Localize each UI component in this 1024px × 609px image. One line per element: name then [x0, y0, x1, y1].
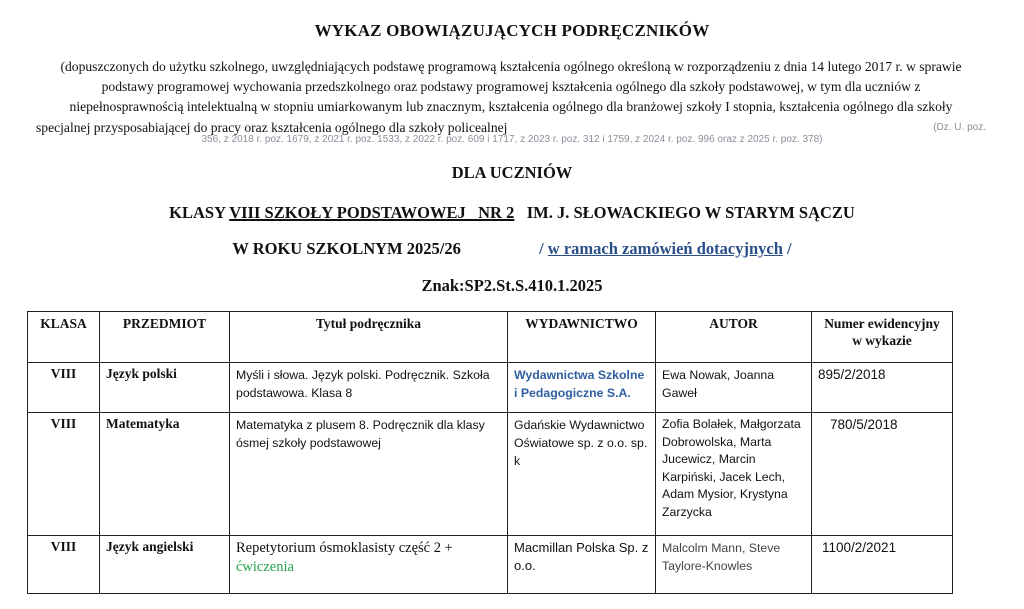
intro-line: podstawy programowej wychowania przedszkolnego oraz podstawy programowej kształcenia ogólnego dla szkoły podstawowej, w tym dla uczniów z	[101, 79, 921, 95]
header-tytul: Tytuł podręcznika	[230, 312, 508, 363]
cell-autor: Ewa Nowak, Joanna Gaweł	[656, 363, 812, 413]
table-row	[28, 536, 953, 594]
header-przedmiot: PRZEDMIOT	[100, 312, 230, 363]
header-wydawnictwo: WYDAWNICTWO	[508, 312, 656, 363]
header-numer: Numer ewidencyjny w wykazie	[812, 312, 953, 363]
cell-przedmiot: Język polski	[100, 363, 230, 413]
cell-przedmiot: Język angielski	[100, 536, 230, 594]
cell-numer: 895/2/2018	[812, 363, 953, 413]
cell-wydawnictwo: Wydawnictwa Szkolne i Pedagogiczne S.A.	[508, 363, 656, 413]
legal-reference-continuation: 356, z 2018 r. poz. 1679, z 2021 r. poz. 1533, z 2022 r. poz. 609 i 1717, z 2023 r. poz. 312 i 1759, z 2024 r. poz. 996 oraz z 2025 r. poz. 378)	[201, 134, 823, 145]
school-year-heading	[0, 239, 1024, 259]
intro-line: specjalnej przysposabiającej do pracy oraz kształcenia ogólnego dla szkoły policealnej	[36, 119, 508, 135]
document-title: WYKAZ OBOWIĄZUJĄCYCH PODRĘCZNIKÓW	[314, 21, 710, 40]
cell-klasa: VIII	[28, 413, 100, 536]
legal-reference-start: (Dz. U. poz.	[933, 121, 986, 133]
cell-tytul	[230, 536, 508, 594]
cell-klasa: VIII	[28, 536, 100, 594]
table-row	[28, 363, 953, 413]
slash-open: /	[539, 239, 544, 258]
school-year: W ROKU SZKOLNYM 2025/26	[232, 239, 461, 258]
cell-numer: 1100/2/2021	[812, 536, 953, 594]
cell-wydawnictwo: Gdańskie Wydawnictwo Oświatowe sp. z o.o. sp. k	[508, 413, 656, 536]
exercise-book-text: ćwiczenia	[236, 559, 294, 575]
intro-line: (dopuszczonych do użytku szkolnego, uwzględniających podstawę programową kształcenia ogólnego określoną w rozporządzeniu z dnia 14 lutego 2017 r. w sprawie	[60, 59, 962, 74]
intro-line: niepełnosprawnością intelektualną w stopniu umiarkowanym lub znacznym, kształcenia ogólnego dla branżowej szkoły I stopnia, kształcenia ogólnego dla szkoły	[69, 99, 953, 115]
table-header-row	[28, 312, 953, 363]
cell-tytul: Myśli i słowa. Język polski. Podręcznik. Szkoła podstawowa. Klasa 8	[230, 363, 508, 413]
table-row	[28, 413, 953, 536]
title-text: Repetytorium ósmoklasisty część 2 +	[236, 540, 453, 556]
order-type-link[interactable]: w ramach zamówień dotacyjnych	[547, 239, 783, 258]
reference-number: Znak:SP2.St.S.410.1.2025	[421, 276, 603, 295]
header-klasa: KLASA	[28, 312, 100, 363]
class-heading	[0, 203, 1024, 223]
for-students-heading: DLA UCZNIÓW	[451, 163, 573, 182]
class-school-number: VIII SZKOŁY PODSTAWOWEJ NR 2	[229, 203, 515, 222]
cell-autor: Zofia Bolałek, Małgorzata Dobrowolska, Marta Jucewicz, Marcin Karpiński, Jacek Lech, Adam Mysior, Krystyna Zarzycka	[656, 413, 812, 536]
cell-numer: 780/5/2018	[812, 413, 953, 536]
cell-przedmiot: Matematyka	[100, 413, 230, 536]
class-prefix: KLASY	[169, 203, 226, 222]
cell-wydawnictwo: Macmillan Polska Sp. z o.o.	[508, 536, 656, 594]
textbook-table	[27, 311, 953, 594]
cell-tytul: Matematyka z plusem 8. Podręcznik dla klasy ósmej szkoły podstawowej	[230, 413, 508, 536]
intro-paragraph	[36, 57, 986, 138]
cell-klasa: VIII	[28, 363, 100, 413]
header-autor: AUTOR	[656, 312, 812, 363]
cell-autor: Malcolm Mann, Steve Taylore-Knowles	[656, 536, 812, 594]
slash-close: /	[787, 239, 792, 258]
school-name: IM. J. SŁOWACKIEGO W STARYM SĄCZU	[526, 203, 855, 222]
